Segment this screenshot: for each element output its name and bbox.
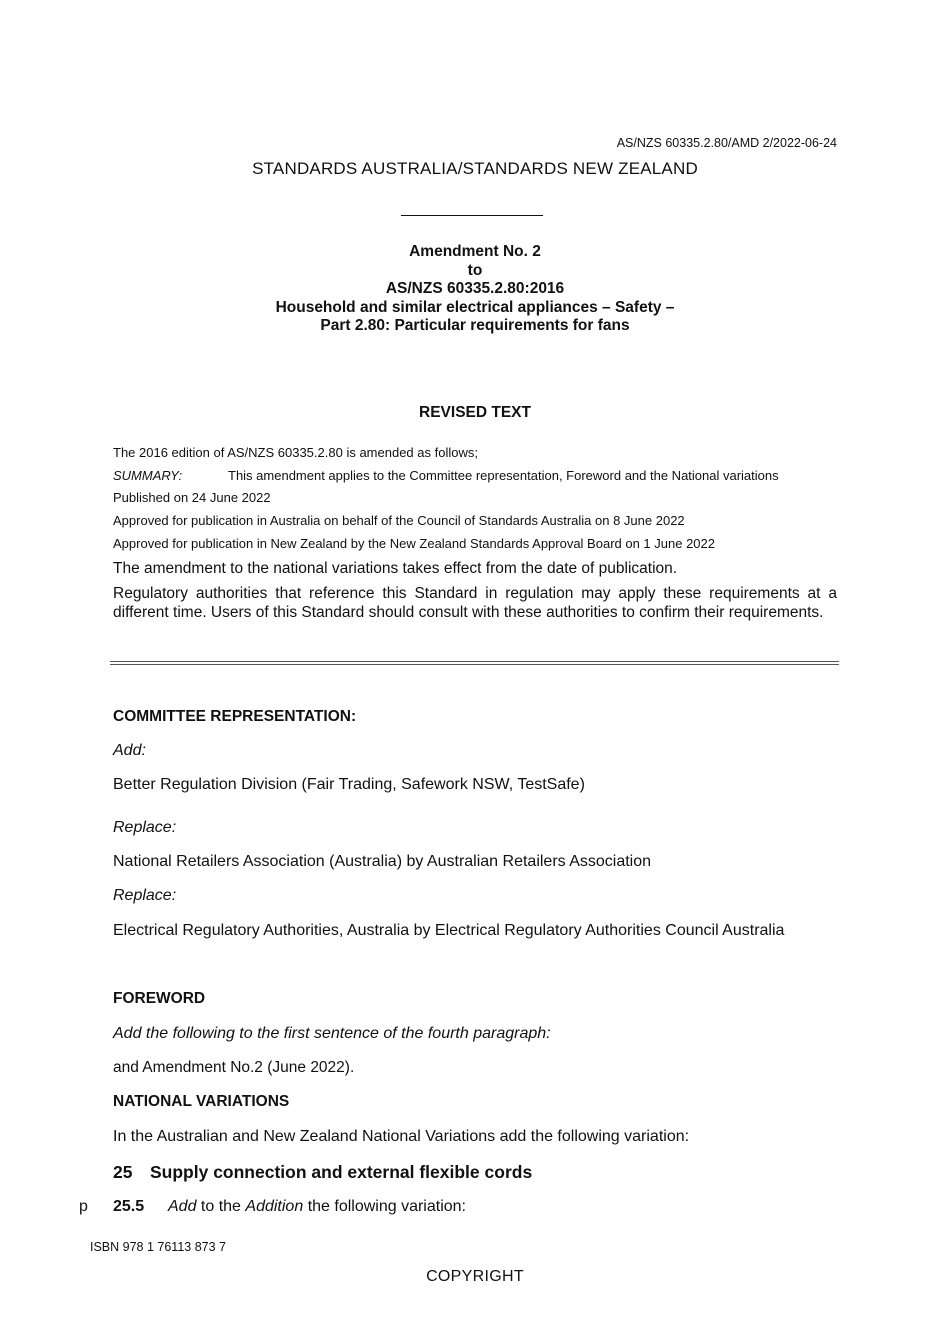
subclause-rest: the following variation:: [307, 1198, 466, 1215]
add-label: Add:: [113, 742, 146, 759]
variation-marker: p: [79, 1198, 88, 1215]
edition-note: The 2016 edition of AS/NZS 60335.2.80 is amended as follows;: [113, 445, 478, 460]
approved-australia: Approved for publication in Australia on behalf of the Council of Standards Australia on 8 June 2022: [113, 513, 685, 528]
national-variations-intro: In the Australian and New Zealand National Variations add the following variation:: [113, 1128, 690, 1145]
replace-text-2: Electrical Regulatory Authorities, Australia by Electrical Regulatory Authorities Council Australia: [113, 922, 785, 939]
title-divider: [401, 215, 543, 216]
effect-statement: The amendment to the national variations takes effect from the date of publication.: [113, 560, 678, 577]
title-line-subject: Household and similar electrical appliances – Safety –: [275, 298, 675, 316]
title-line-amendment: Amendment No. 2: [409, 243, 541, 260]
summary-text: This amendment applies to the Committee representation, Foreword and the National variations: [228, 468, 779, 483]
add-text: Better Regulation Division (Fair Trading, Safework NSW, TestSafe): [113, 776, 585, 793]
isbn: ISBN 978 1 76113 873 7: [90, 1240, 226, 1254]
organization-name: STANDARDS AUSTRALIA/STANDARDS NEW ZEALAND: [252, 159, 698, 178]
foreword-instruction: Add the following to the first sentence of the fourth paragraph:: [113, 1025, 551, 1042]
subclause-to-the: to the: [200, 1198, 241, 1215]
national-variations-heading: NATIONAL VARIATIONS: [113, 1093, 290, 1110]
foreword-text: and Amendment No.2 (June 2022).: [113, 1059, 355, 1076]
regulatory-statement: Regulatory authorities that reference this Standard in regulation may apply these requirements at a different time. Users of this Standard should consult with these authorities to confirm their requirements.: [113, 585, 837, 621]
section-divider: [110, 661, 839, 665]
foreword-heading: FOREWORD: [113, 990, 206, 1007]
summary-label: SUMMARY:: [113, 468, 183, 483]
committee-heading: COMMITTEE REPRESENTATION:: [113, 708, 357, 725]
revised-text-heading: REVISED TEXT: [419, 404, 531, 421]
amendment-title: [0, 243, 950, 336]
clause-title: Supply connection and external flexible cords: [150, 1162, 533, 1182]
subclause-add: Add: [168, 1198, 197, 1215]
copyright-footer: COPYRIGHT: [426, 1268, 524, 1285]
published-date: Published on 24 June 2022: [113, 490, 271, 505]
title-line-standard: AS/NZS 60335.2.80:2016: [385, 280, 565, 297]
title-line-part: Part 2.80: Particular requirements for fans: [320, 317, 630, 334]
title-line-to: to: [467, 261, 483, 279]
replace-text-1: National Retailers Association (Australia) by Australian Retailers Association: [113, 853, 652, 870]
approved-new-zealand: Approved for publication in New Zealand by the New Zealand Standards Approval Board on 1 June 2022: [113, 536, 715, 551]
subclause-number: 25.5: [113, 1198, 145, 1215]
subclause-addition: Addition: [245, 1198, 304, 1215]
clause-number: 25: [113, 1162, 133, 1182]
clause-25-5: [113, 1198, 466, 1216]
replace-label-1: Replace:: [113, 819, 177, 836]
replace-label-2: Replace:: [113, 887, 177, 904]
clause-25-heading: [113, 1162, 532, 1183]
document-id: AS/NZS 60335.2.80/AMD 2/2022-06-24: [616, 136, 837, 150]
